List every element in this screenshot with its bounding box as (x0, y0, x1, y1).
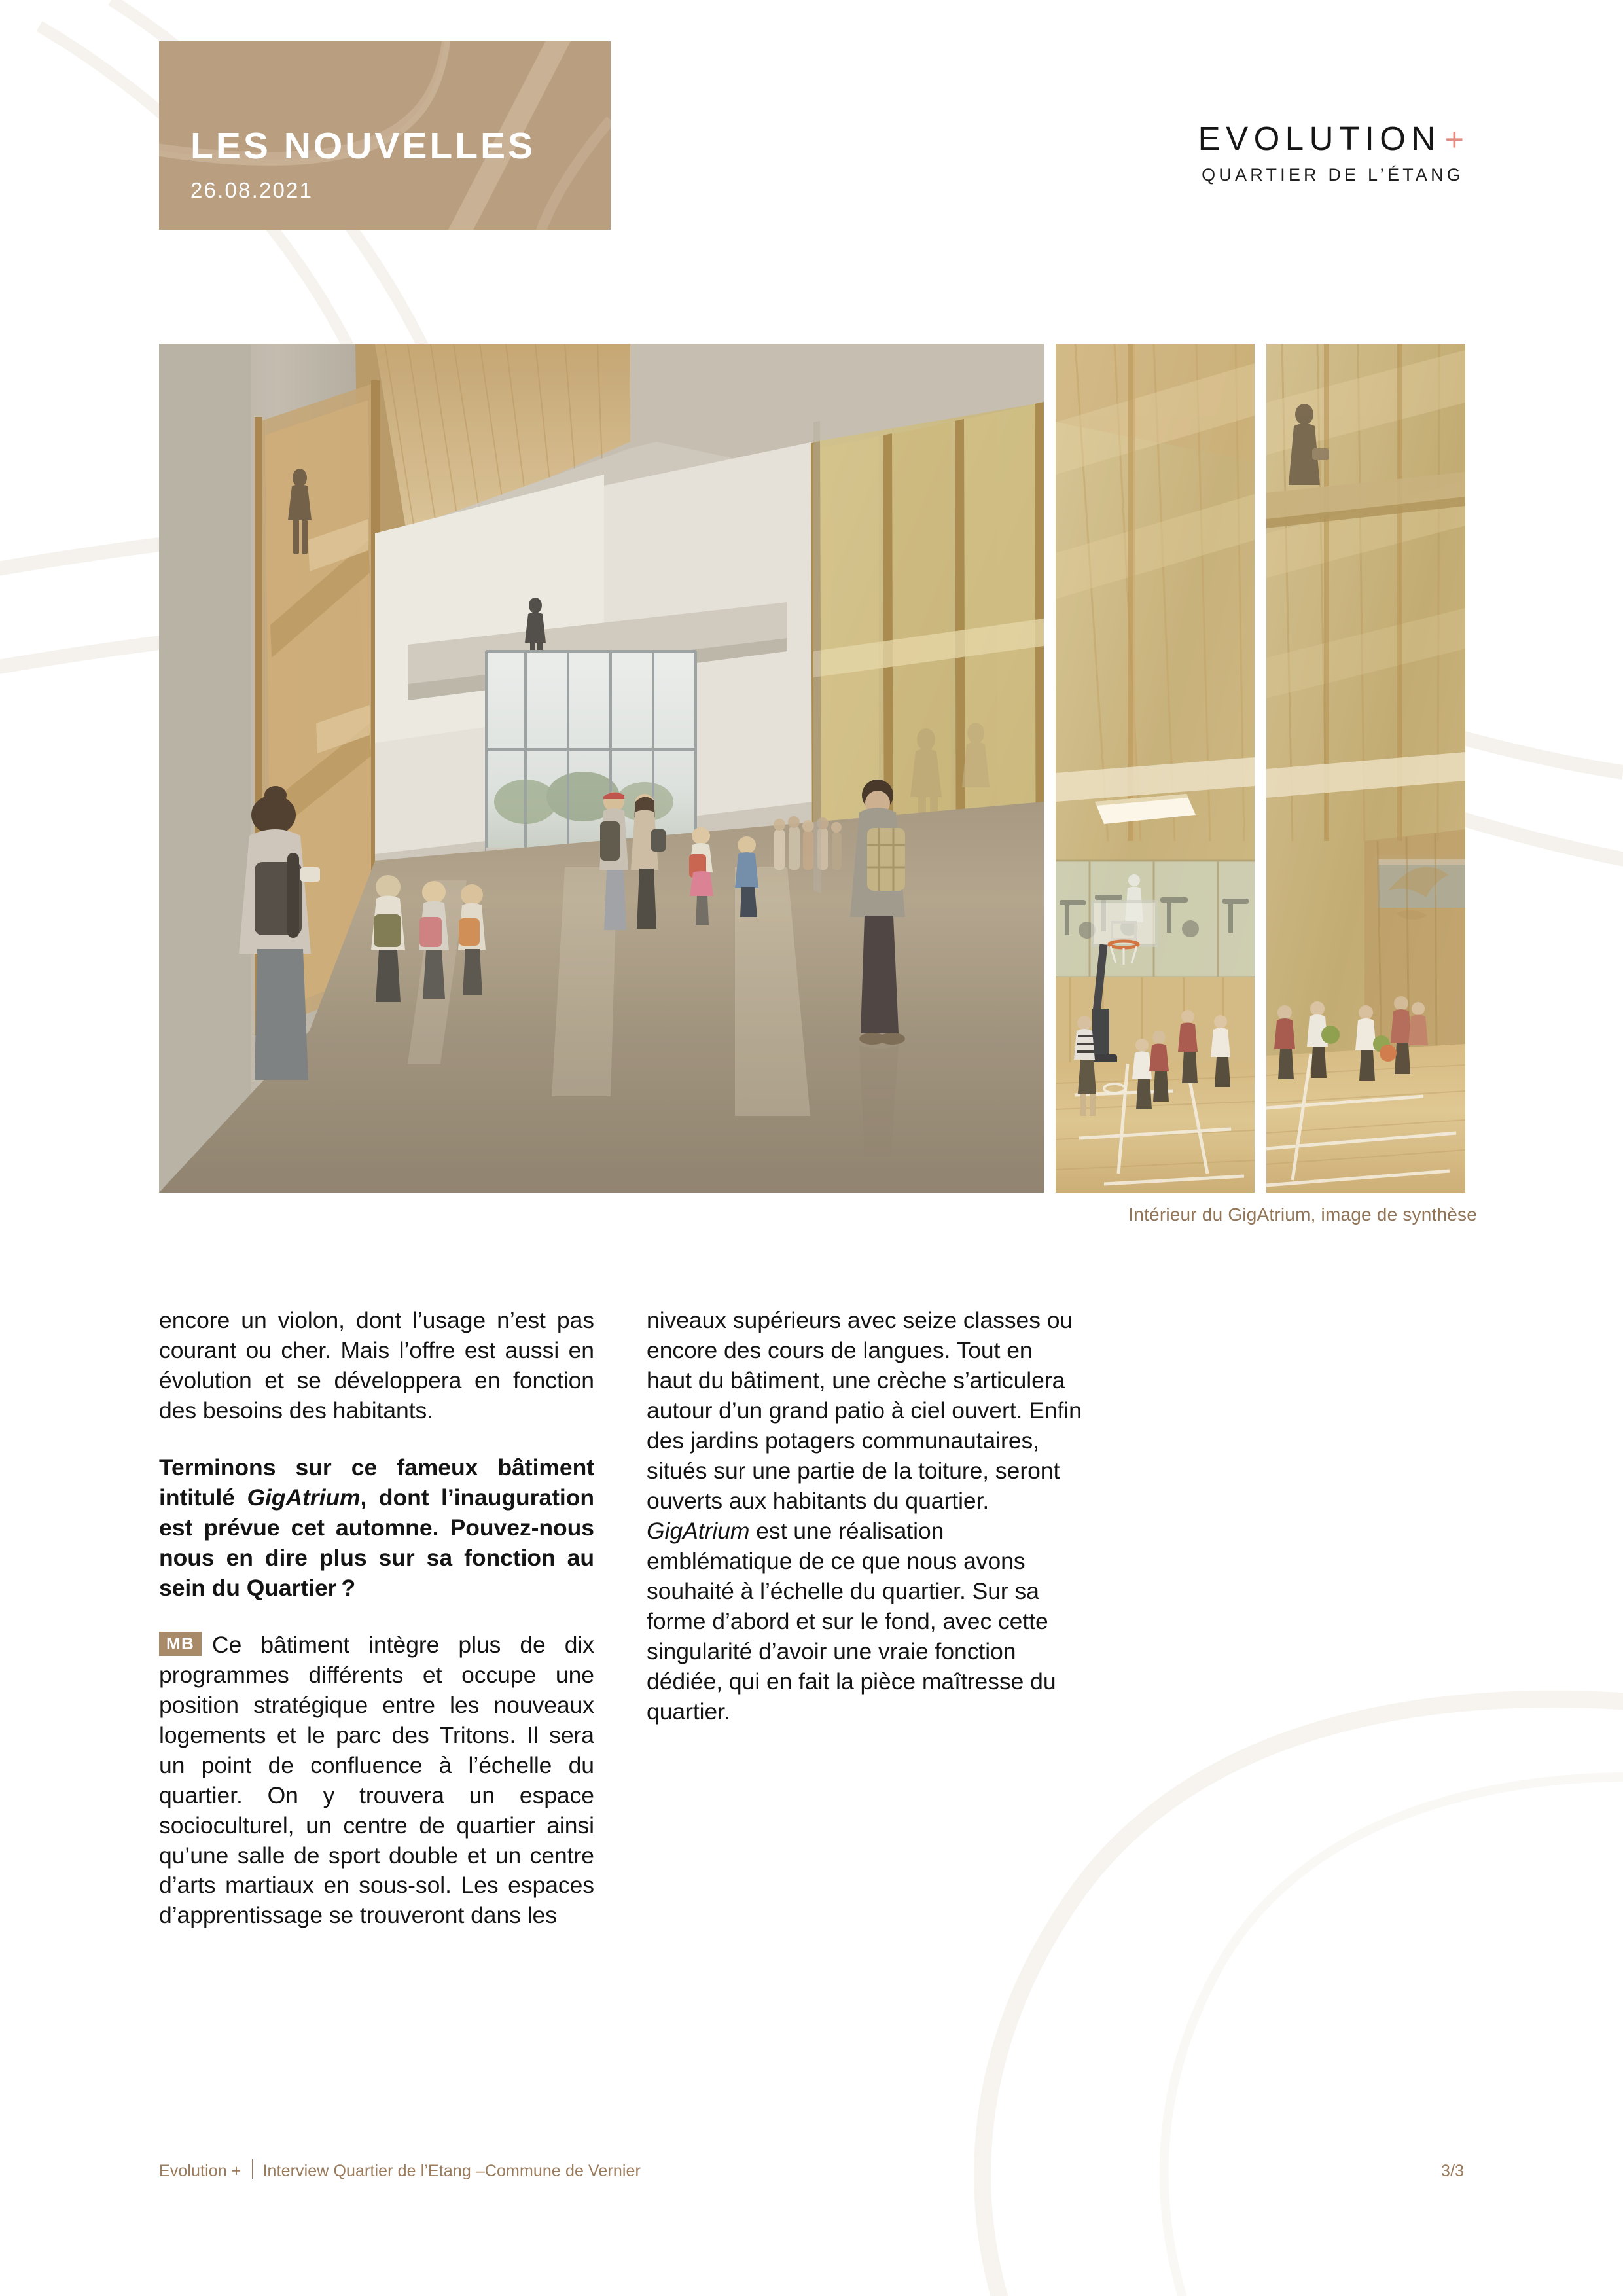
hero-image (159, 344, 1477, 1193)
hero-panel-gym-right (1266, 344, 1465, 1193)
continuation-italic-term: GigAtrium (647, 1517, 750, 1544)
footer-separator (252, 2159, 253, 2179)
page-header (0, 0, 1623, 275)
brand-subtitle: QUARTIER DE L’ÉTANG (1202, 165, 1464, 185)
news-banner-date: 26.08.2021 (190, 178, 313, 202)
interview-answer (159, 1630, 594, 1931)
footer-brand: Evolution + (159, 2162, 241, 2180)
brand-logo (1198, 122, 1464, 184)
page-footer (159, 2157, 1464, 2181)
news-banner-title: LES NOUVELLES (190, 125, 536, 167)
brand-plus-icon: + (1444, 120, 1464, 158)
article-column-right (647, 1306, 1082, 1931)
hero-panel-corridor (159, 344, 1044, 1193)
interview-question (159, 1453, 594, 1604)
page-number: 3/3 (1440, 2162, 1464, 2180)
hero-gap-2 (1255, 344, 1266, 1193)
question-part-1: Terminons sur ce fameux bâtiment intitulé (159, 1454, 594, 1511)
hero-panel-gym-left (1056, 344, 1255, 1193)
continuation-part-1: niveaux supérieurs avec seize classes ou encore des cours de langues. Tout en haut du bâtiment, une crèche s’articulera autour d’un grand patio à ciel ouvert. Enfin des jardins potagers communautaires, situés sur une partie de la toiture, seront ouverts aux habitants du quartier. (647, 1307, 1082, 1514)
hero-caption: Intérieur du GigAtrium, image de synthèse (1128, 1204, 1477, 1225)
article-body (159, 1306, 1082, 1931)
footer-breadcrumb: Interview Quartier de l’Etang –Commune de Vernier (262, 2162, 641, 2180)
answer-text: Ce bâtiment intègre plus de dix programmes différents et occupe une position stratégique entre les nouveaux logements et le parc des Tritons. Il sera un point de confluence à l’échelle du quartier. On y trouvera un espace socioculturel, un centre de quartier ainsi qu’une salle de sport double et un centre d’arts martiaux en sous-sol. Les espaces d’apprentissage se trouveront dans les (159, 1631, 594, 1929)
continuation-part-2: est une réalisation emblématique de ce que nous avons souhaité à l’échelle du quartier. Sur sa forme d’abord et sur le fond, avec cette singularité d’avoir une vraie fonction dédiée, qui en fait la pièce maîtresse du quartier. (647, 1517, 1056, 1725)
hero-gap-1 (1044, 344, 1056, 1193)
paragraph-intro: encore un violon, dont l’usage n’est pas courant ou cher. Mais l’offre est aussi en évolution et se développera en fonction des besoins des habitants. (159, 1307, 594, 1424)
question-part-2: , dont l’inauguration est prévue cet automne. Pouvez-nous nous en dire plus sur sa fonction au sein du Quartier ? (159, 1484, 594, 1601)
speaker-badge: MB (159, 1632, 202, 1656)
question-italic-term: GigAtrium (247, 1484, 361, 1511)
article-column-left (159, 1306, 594, 1931)
brand-name: EVOLUTION (1198, 120, 1441, 157)
news-banner (159, 41, 611, 230)
paragraph-continuation (647, 1306, 1082, 1727)
